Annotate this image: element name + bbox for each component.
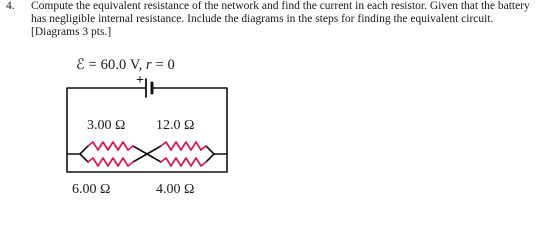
emf-symbol: ℰ xyxy=(76,57,85,73)
wire-node-left-top xyxy=(80,146,88,154)
question-number: 4. xyxy=(6,0,15,12)
wire-node-center-1 xyxy=(133,146,161,154)
internal-resistance-symbol: r xyxy=(146,57,152,73)
internal-resistance-value: = 0 xyxy=(155,57,175,73)
resistor-label-3-ohm: 3.00 Ω xyxy=(87,118,126,133)
question-text: Compute the equivalent resistance of the network and find the current in each resistor. Given that the battery has negligible internal resistance. Include the diagrams in the steps for finding the equivalent circuit. [Diagrams 3 pts.] xyxy=(31,0,530,38)
resistor-label-6-ohm: 6.00 Ω xyxy=(72,182,111,197)
resistor-3-ohm xyxy=(88,142,133,150)
wire-node-center-2 xyxy=(133,154,161,162)
wire-node-right-top xyxy=(206,146,214,154)
resistor-label-12-ohm: 12.0 Ω xyxy=(156,118,195,133)
resistor-12-ohm xyxy=(161,142,206,150)
wire-node-right-bottom xyxy=(206,154,214,162)
wire-left-bottom xyxy=(67,154,227,172)
emf-value: = 60.0 V, xyxy=(88,57,143,73)
resistor-6-ohm xyxy=(88,158,133,166)
resistor-label-4-ohm: 4.00 Ω xyxy=(156,182,195,197)
wire-node-left-bottom xyxy=(80,154,88,162)
battery-plus-sign: + xyxy=(136,73,144,88)
resistor-4-ohm xyxy=(161,158,206,166)
